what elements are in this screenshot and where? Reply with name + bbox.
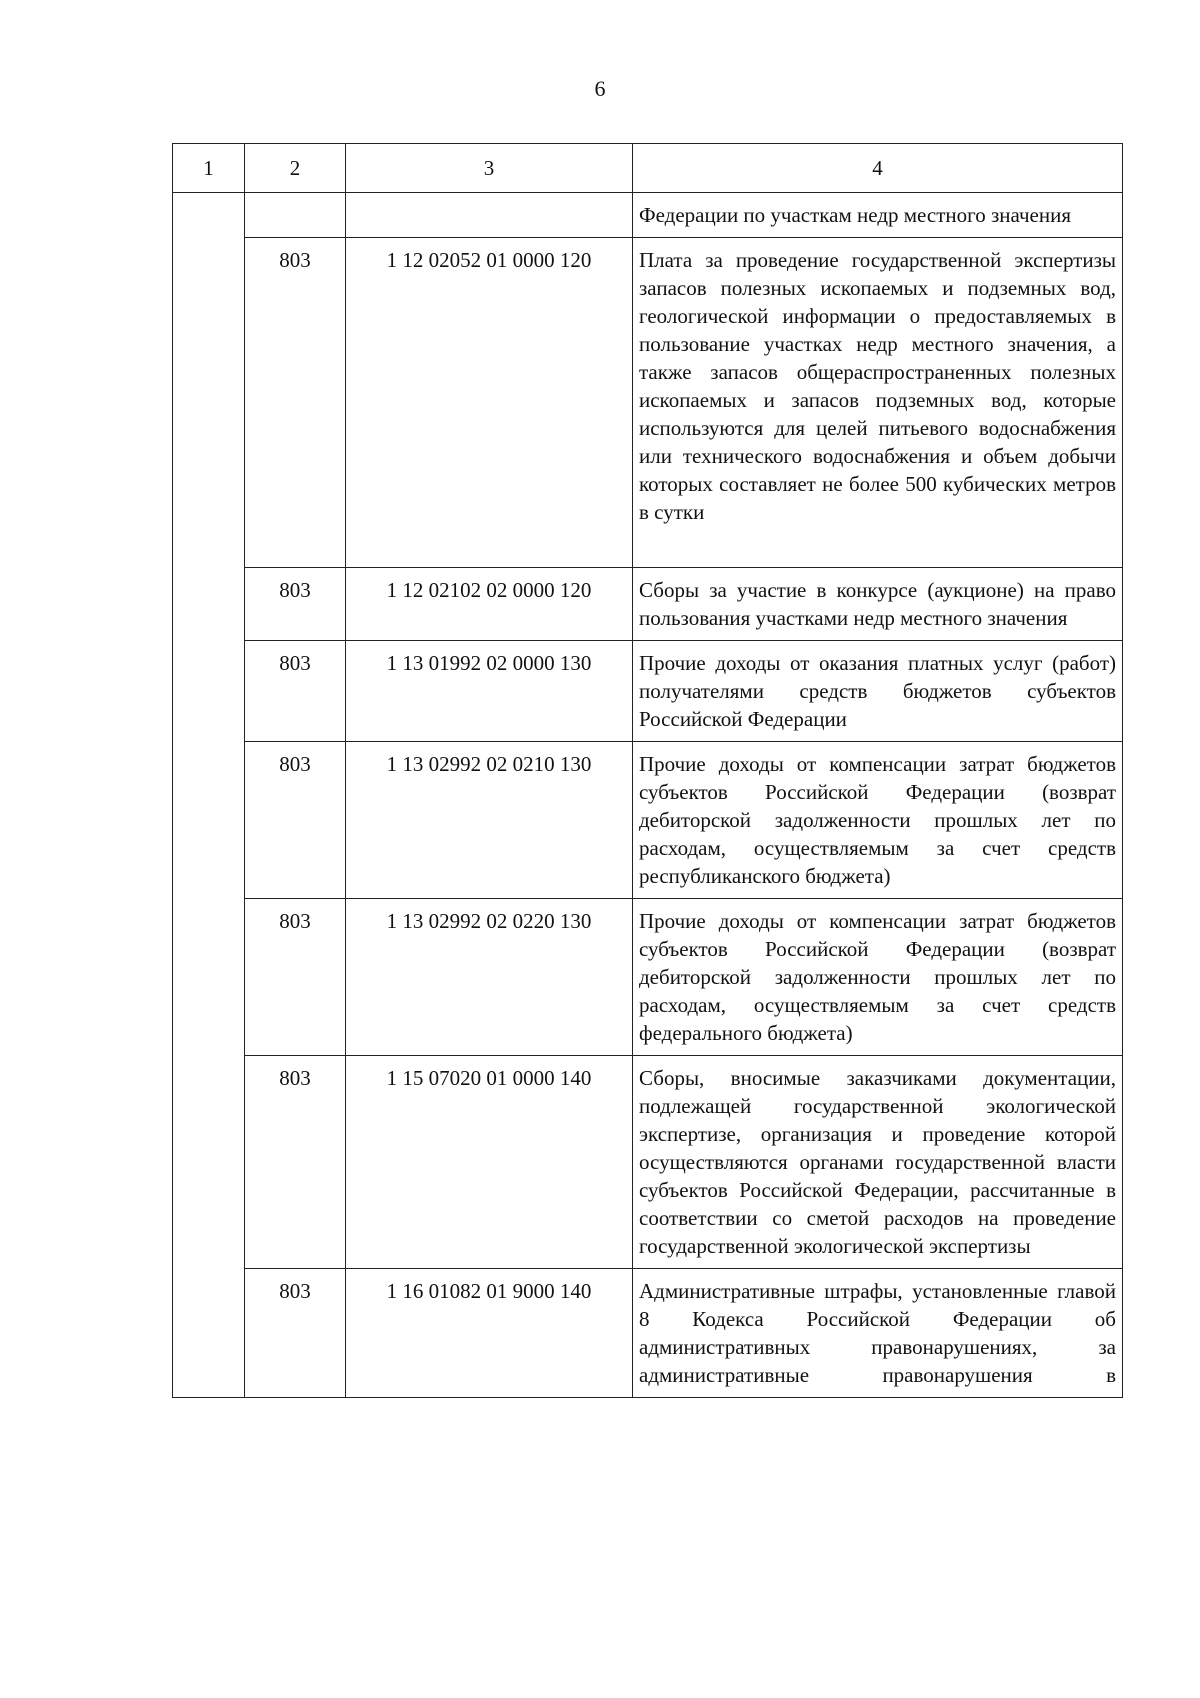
admin-code-cell: 803 xyxy=(245,1056,346,1269)
revenue-name-cell: Федерации по участкам недр местного значения xyxy=(633,193,1123,238)
col-1-cell xyxy=(173,193,245,1398)
revenue-code-cell: 1 13 01992 02 0000 130 xyxy=(346,641,633,742)
header-col-2: 2 xyxy=(245,144,346,193)
table-row xyxy=(173,899,1123,1056)
admin-code-cell xyxy=(245,193,346,238)
revenue-name-cell: Административные штрафы, установленные главой 8 Кодекса Российской Федерации об административных правонарушениях, за административные правонарушения в xyxy=(633,1269,1123,1398)
revenue-code-cell: 1 16 01082 01 9000 140 xyxy=(346,1269,633,1398)
revenue-name-cell: Прочие доходы от компенсации затрат бюджетов субъектов Российской Федерации (возврат дебиторской задолженности прошлых лет по расходам, осуществляемым за счет средств федерального бюджета) xyxy=(633,899,1123,1056)
table-row xyxy=(173,568,1123,641)
table-header-row xyxy=(173,144,1123,193)
table-row xyxy=(173,1269,1123,1398)
revenue-code-cell: 1 13 02992 02 0220 130 xyxy=(346,899,633,1056)
admin-code-cell: 803 xyxy=(245,238,346,568)
revenue-name-cell: Плата за проведение государственной экспертизы запасов полезных ископаемых и подземных вод, геологической информации о предоставляемых в пользование участках недр местного значения, а также запасов общераспространенных полезных ископаемых и запасов подземных вод, которые используются для целей питьевого водоснабжения или технического водоснабжения и объем добычи которых составляет не более 500 кубических метров в сутки xyxy=(633,238,1123,568)
table-row xyxy=(173,641,1123,742)
header-col-1: 1 xyxy=(173,144,245,193)
revenue-name-cell: Сборы за участие в конкурсе (аукционе) на право пользования участками недр местного значения xyxy=(633,568,1123,641)
admin-code-cell: 803 xyxy=(245,1269,346,1398)
revenue-code-cell xyxy=(346,193,633,238)
revenue-codes-table xyxy=(172,143,1123,1398)
admin-code-cell: 803 xyxy=(245,742,346,899)
table-row xyxy=(173,1056,1123,1269)
table-row xyxy=(173,193,1123,238)
admin-code-cell: 803 xyxy=(245,641,346,742)
table-row xyxy=(173,238,1123,568)
header-col-3: 3 xyxy=(346,144,633,193)
revenue-code-cell: 1 13 02992 02 0210 130 xyxy=(346,742,633,899)
revenue-code-cell: 1 15 07020 01 0000 140 xyxy=(346,1056,633,1269)
admin-code-cell: 803 xyxy=(245,899,346,1056)
table-row xyxy=(173,742,1123,899)
revenue-name-cell: Сборы, вносимые заказчиками документации, подлежащей государственной экологической экспертизе, организация и проведение которой осуществляются органами государственной власти субъектов Российской Федерации, рассчитанные в соответствии со сметой расходов на проведение государственной экологической экспертизы xyxy=(633,1056,1123,1269)
revenue-name-cell: Прочие доходы от компенсации затрат бюджетов субъектов Российской Федерации (возврат дебиторской задолженности прошлых лет по расходам, осуществляемым за счет средств республиканского бюджета) xyxy=(633,742,1123,899)
revenue-code-cell: 1 12 02052 01 0000 120 xyxy=(346,238,633,568)
revenue-name-cell: Прочие доходы от оказания платных услуг (работ) получателями средств бюджетов субъектов Российской Федерации xyxy=(633,641,1123,742)
header-col-4: 4 xyxy=(633,144,1123,193)
page-number: 6 xyxy=(594,76,606,101)
revenue-code-cell: 1 12 02102 02 0000 120 xyxy=(346,568,633,641)
admin-code-cell: 803 xyxy=(245,568,346,641)
